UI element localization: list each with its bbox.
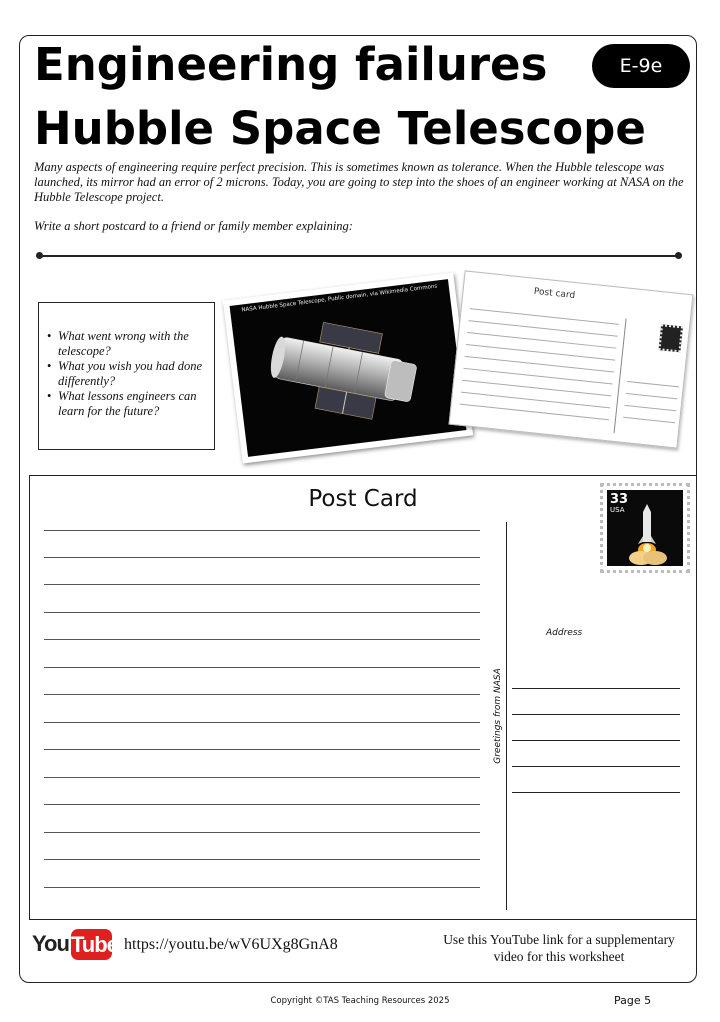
youtube-logo-tube: Tube [71,929,112,960]
question-item: • What lessons engineers can learn for the future? [47,389,212,419]
postage-stamp [600,483,690,573]
writing-line[interactable] [44,749,480,750]
hubble-photo [223,272,473,463]
sample-postcard-address-line [627,381,679,387]
sample-postcard-stamp-icon [658,324,683,352]
copyright-text: Copyright ©TAS Teaching Resources 2025 [270,996,450,1006]
sample-postcard-title: Post card [533,286,576,302]
writing-line[interactable] [44,859,480,860]
writing-line[interactable] [44,612,480,613]
questions-box [38,302,215,450]
writing-line[interactable] [44,694,480,695]
youtube-logo-you: You [32,931,69,956]
writing-line[interactable] [44,530,480,531]
address-line[interactable] [512,740,680,741]
writing-line[interactable] [44,667,480,668]
address-line[interactable] [512,792,680,793]
question-item: • What you wish you had done differently? [47,359,212,389]
writing-line[interactable] [44,804,480,805]
postcard-divider [506,522,507,910]
sample-postcard-line [460,404,609,421]
youtube-link[interactable]: https://youtu.be/wV6UXg8GnA8 [124,936,338,953]
intro-text: Many aspects of engineering require perfect precision. This is sometimes known as tolerance. When the Hubble telescope was launched, its mirror had an error of 2 microns. Today, you are going to step into the shoes of an engineer working at NASA on the Hubble Telescope project. [34,160,684,204]
sample-postcard-address-line [623,417,675,423]
postcard-title: Post Card [308,486,418,512]
writing-line[interactable] [44,722,480,723]
page-number: Page 5 [614,994,652,1007]
greetings-label: Greetings from NASA [493,668,503,764]
worksheet-code-badge: E-9e [592,44,690,88]
address-line[interactable] [512,714,680,715]
question-item: • What went wrong with the telescope? [47,329,212,359]
stamp-value: 33 [610,492,629,507]
writing-line[interactable] [44,777,480,778]
photo-credit: NASA Hubble Space Telescope, Public domain, via Wikimedia Commons [241,283,438,314]
sample-postcard-image [449,270,694,448]
hubble-telescope-illustration [230,279,467,457]
writing-line[interactable] [44,639,480,640]
questions-list [47,329,212,419]
sample-postcard-address-line [626,393,678,399]
address-line[interactable] [512,688,680,689]
hubble-telescope-photo-icon [230,279,467,457]
page-title-line2: Hubble Space Telescope [34,102,646,155]
sample-postcard-address-line [624,405,676,411]
writing-line[interactable] [44,887,480,888]
postcard-writing-area [29,475,697,920]
divider-line [39,255,679,257]
stamp-country: USA [610,506,625,514]
rocket-launch-illustration [607,490,683,566]
instruction-text: Write a short postcard to a friend or family member explaining: [34,219,353,233]
writing-line[interactable] [44,832,480,833]
address-label: Address [546,628,583,638]
address-line[interactable] [512,766,680,767]
writing-line[interactable] [44,584,480,585]
youtube-note: Use this YouTube link for a supplementary video for this worksheet [443,932,675,964]
page-title-line1: Engineering failures [34,38,548,91]
divider-dot-right [675,252,682,259]
writing-line[interactable] [44,557,480,558]
rocket-stamp-icon [607,490,683,566]
